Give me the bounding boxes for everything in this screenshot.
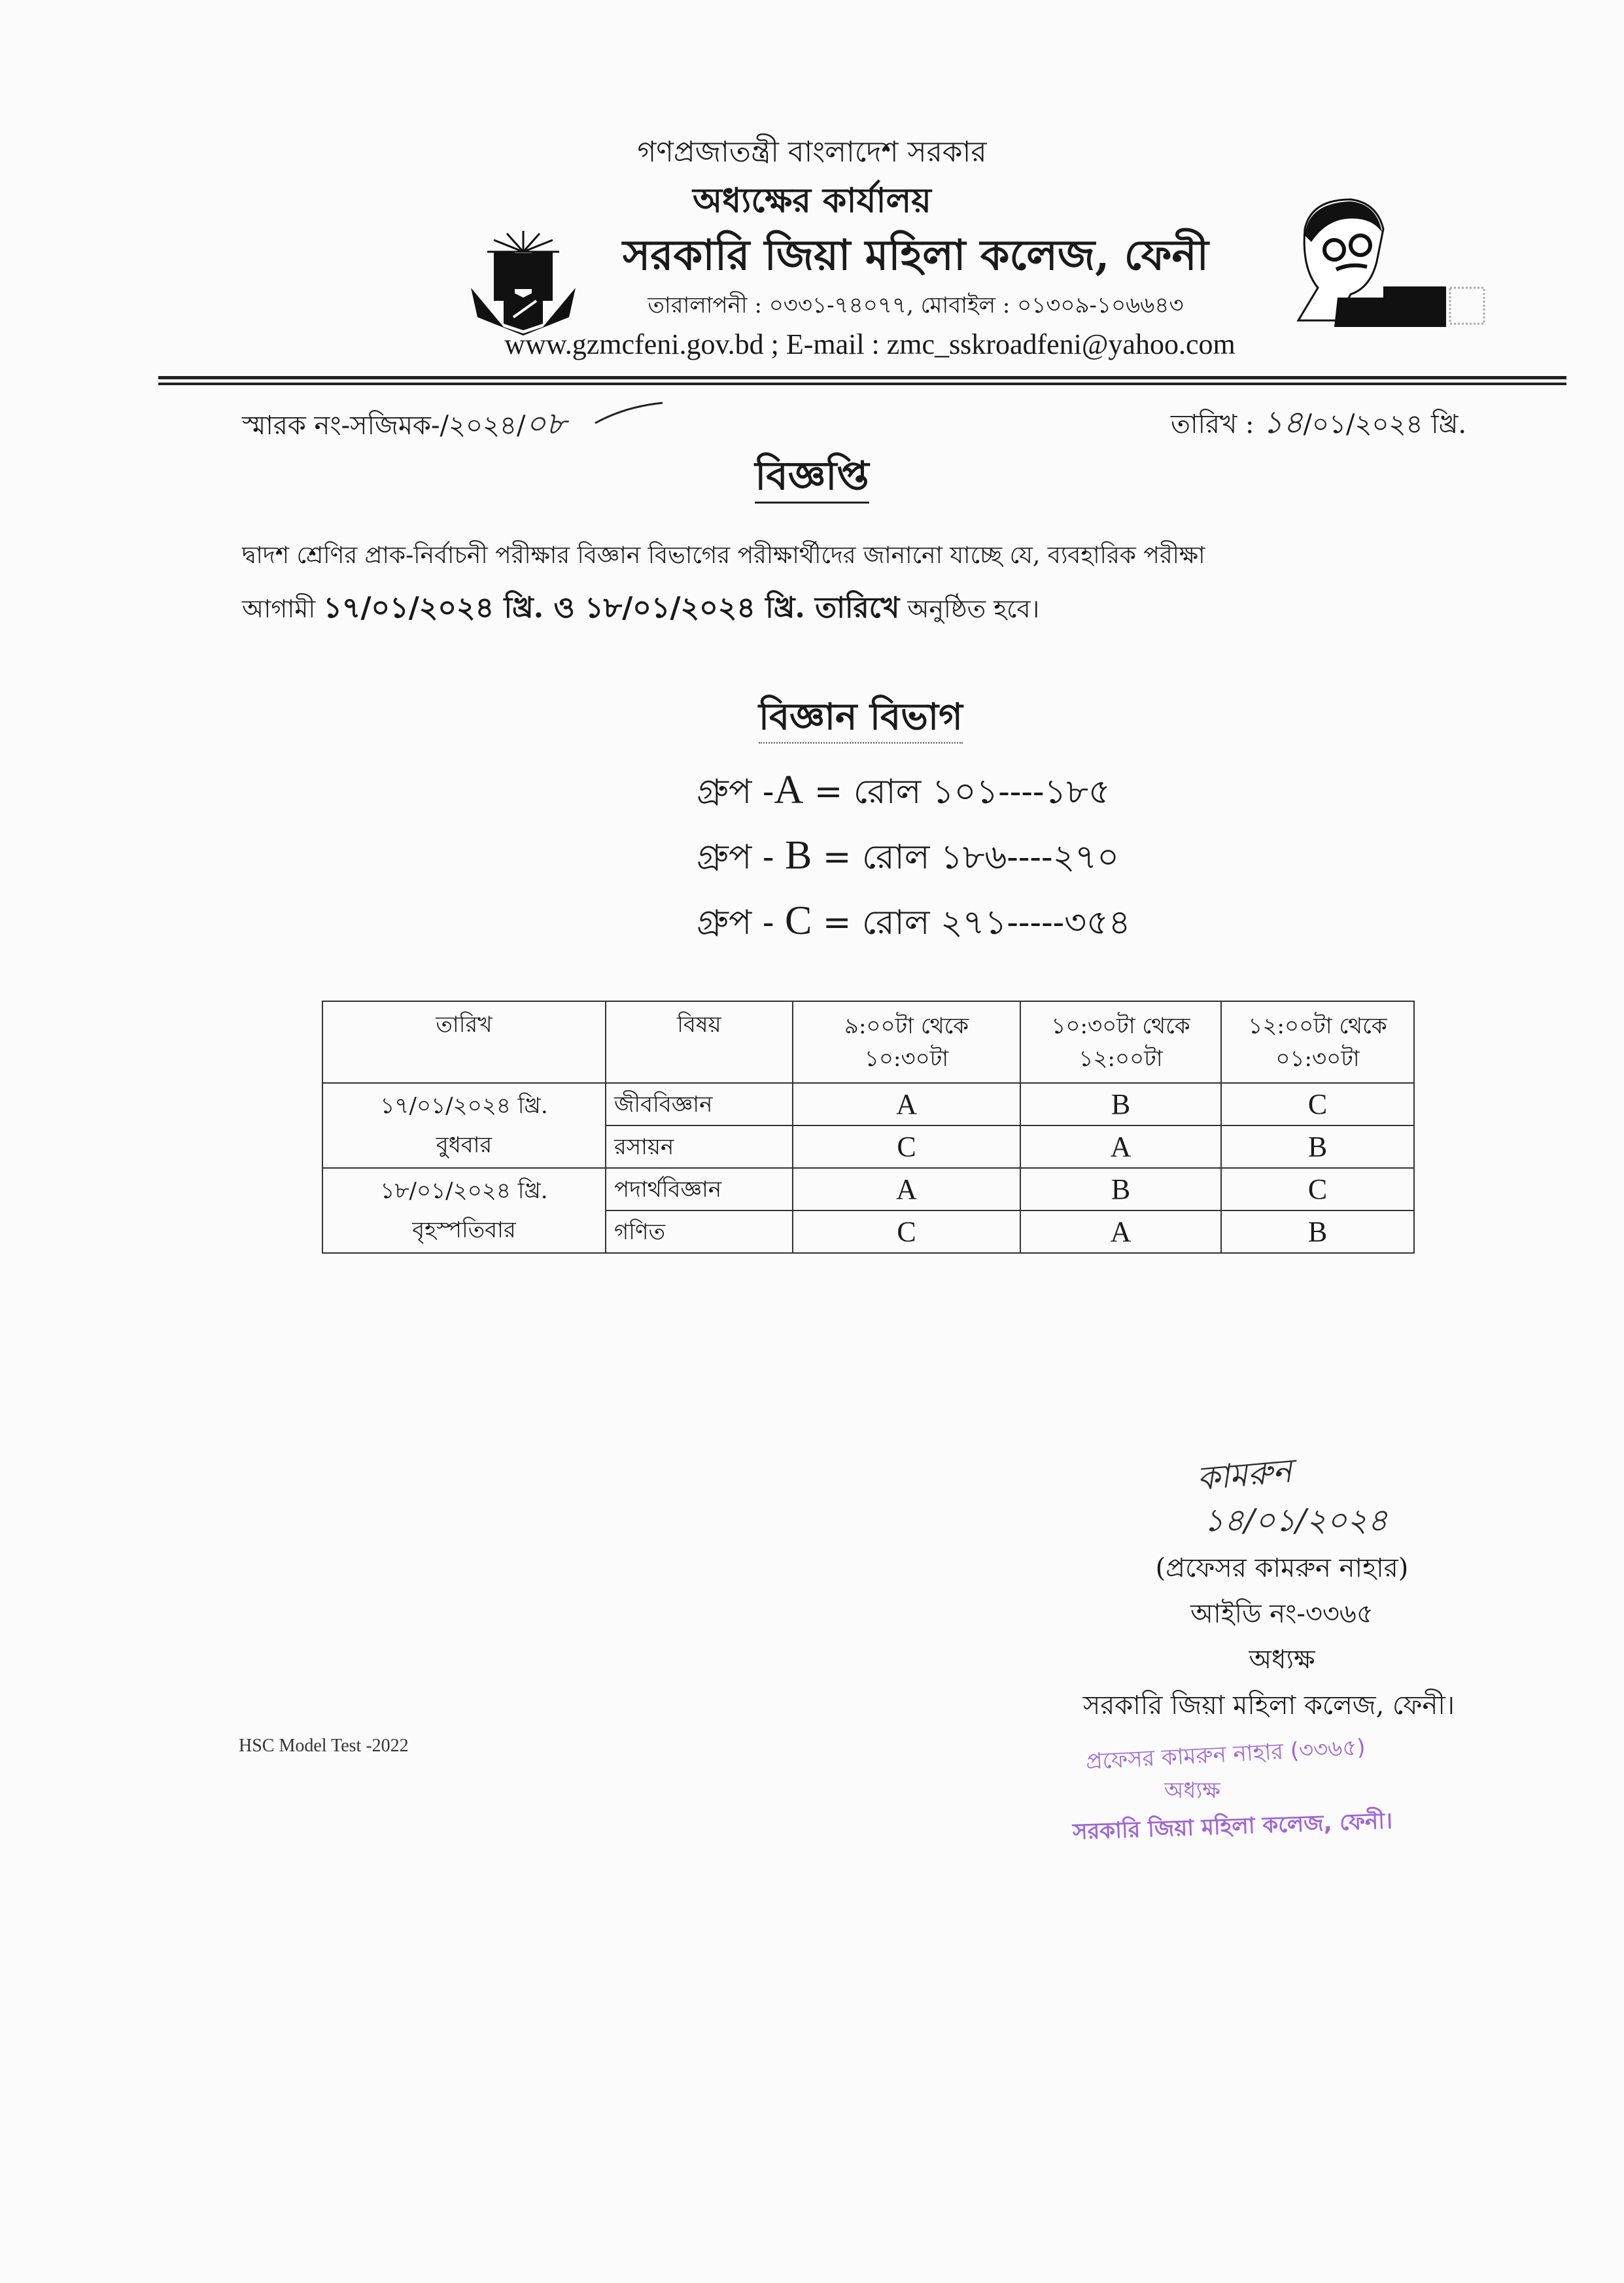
slot-group-cell: A — [1020, 1210, 1221, 1253]
slot-group-cell: C — [1221, 1083, 1414, 1125]
slot-group-cell: C — [1221, 1168, 1414, 1210]
day-date-cell: ১৮/০১/২০২৪ খ্রি. বৃহস্পতিবার — [322, 1168, 606, 1253]
memo-prefix: স্মারক নং-সজিমক-/২০২৪/ — [242, 411, 526, 441]
mujib-100-emblem-icon — [1279, 190, 1521, 327]
slot-group-cell: B — [1221, 1210, 1414, 1253]
signatory-name: (প্রফেসর কামরুন নাহার) — [1155, 1553, 1409, 1583]
subject-cell: জীববিজ্ঞান — [606, 1083, 793, 1125]
seal-stamp-college: সরকারি জিয়া মহিলা কলেজ, ফেনী। — [1072, 1808, 1393, 1845]
notice-body-line-1: দ্বাদশ শ্রেণির প্রাক-নির্বাচনী পরীক্ষার বিজ্ঞান বিভাগের পরীক্ষার্থীদের জানানো যাচ্ছে যে, ব্যবহারিক পরীক্ষা — [242, 542, 1205, 569]
group-letter: A — [774, 768, 804, 812]
subject-cell: গণিত — [606, 1210, 793, 1253]
slot-group-cell: C — [793, 1125, 1020, 1168]
group-letter: C — [784, 899, 812, 943]
slot-group-cell: B — [1020, 1168, 1221, 1210]
subject-cell: রসায়ন — [606, 1125, 793, 1168]
handwritten-signature-date: ১৪/০১/২০২৪ — [1203, 1502, 1388, 1539]
college-name: সরকারি জিয়া মহিলা কলেজ, ফেনী — [623, 231, 1209, 280]
slot-group-cell: B — [1020, 1083, 1221, 1125]
department-title: বিজ্ঞান বিভাগ — [759, 693, 963, 740]
table-header-row — [322, 1001, 1414, 1083]
slot-group-cell: B — [1221, 1125, 1414, 1168]
seal-stamp-title: অধ্যক্ষ — [1164, 1777, 1220, 1804]
header-slot-1: ৯:০০টা থেকে ১০:৩০টা — [793, 1001, 1020, 1083]
group-roll-range: গ্রুপ - B = রোল ১৮৬----২৭০ — [697, 833, 1120, 878]
day-date-cell: ১৭/০১/২০২৪ খ্রি. বুধবার — [322, 1083, 606, 1168]
table-row — [322, 1083, 1414, 1125]
logo-rays — [487, 231, 559, 252]
notice-title: বিজ্ঞপ্তি — [0, 451, 1624, 501]
handwritten-stroke-icon — [592, 400, 664, 426]
header-divider-bottom — [158, 383, 1566, 385]
footer-note: HSC Model Test -2022 — [239, 1736, 409, 1756]
web-email-info: www.gzmcfeni.gov.bd ; E-mail : zmc_sskroadfeni@yahoo.com — [504, 328, 1235, 360]
government-heading: গণপ্রজাতন্ত্রী বাংলাদেশ সরকার — [637, 135, 987, 169]
signatory-title: অধ্যক্ষ — [1249, 1645, 1315, 1675]
slot-group-cell: A — [1020, 1125, 1221, 1168]
table-row — [322, 1168, 1414, 1210]
handwritten-signature: কামরুন — [1195, 1451, 1294, 1498]
slot-group-cell: C — [793, 1210, 1020, 1253]
header-slot-2: ১০:৩০টা থেকে ১২:০০টা — [1020, 1001, 1221, 1083]
memo-number-handwritten: ০৮ — [525, 405, 566, 442]
date-rest: /০১/২০২৪ খ্রি. — [1303, 409, 1467, 439]
group-letter: B — [784, 833, 812, 878]
signatory-id: আইডি নং-৩৩৬৫ — [1190, 1599, 1373, 1629]
signatory-college: সরকারি জিয়া মহিলা কলেজ, ফেনী। — [1082, 1691, 1455, 1721]
office-heading: অধ্যক্ষের কার্যালয় — [693, 180, 931, 220]
header-divider-top — [158, 376, 1566, 379]
notice-body-line-2: আগামী ১৭/০১/২০২৪ খ্রি. ও ১৮/০১/২০২৪ খ্রি. তারিখে অনুষ্ঠিত হবে। — [242, 591, 1040, 625]
slot-group-cell: A — [793, 1083, 1020, 1125]
header-slot-3: ১২:০০টা থেকে ০১:৩০টা — [1221, 1001, 1414, 1083]
contact-info: তারালাপনী : ০৩৩১-৭৪০৭৭, মোবাইল : ০১৩০৯-১০৬৬৪৩ — [648, 292, 1184, 318]
date-day-handwritten: ১৪ — [1262, 404, 1304, 441]
exam-dates: ১৭/০১/২০২৪ খ্রি. ও ১৮/০১/২০২৪ খ্রি. তারিখে — [323, 591, 900, 625]
practical-exam-schedule-table — [322, 1001, 1415, 1254]
notice-date — [1171, 404, 1466, 443]
slot-group-cell: A — [793, 1168, 1020, 1210]
memo-number — [242, 405, 566, 444]
group-roll-range: গ্রুপ - C = রোল ২৭১-----৩৫৪ — [697, 899, 1131, 943]
college-logo-icon — [464, 226, 582, 337]
seal-stamp-name: প্রফেসর কামরুন নাহার (৩৩৬৫) — [1085, 1734, 1366, 1776]
header-date: তারিখ — [322, 1001, 606, 1083]
date-label: তারিখ : — [1171, 409, 1263, 439]
header-subject: বিষয় — [606, 1001, 793, 1083]
group-roll-range: গ্রুপ -A = রোল ১০১----১৮৫ — [697, 768, 1111, 812]
subject-cell: পদার্থবিজ্ঞান — [606, 1168, 793, 1210]
